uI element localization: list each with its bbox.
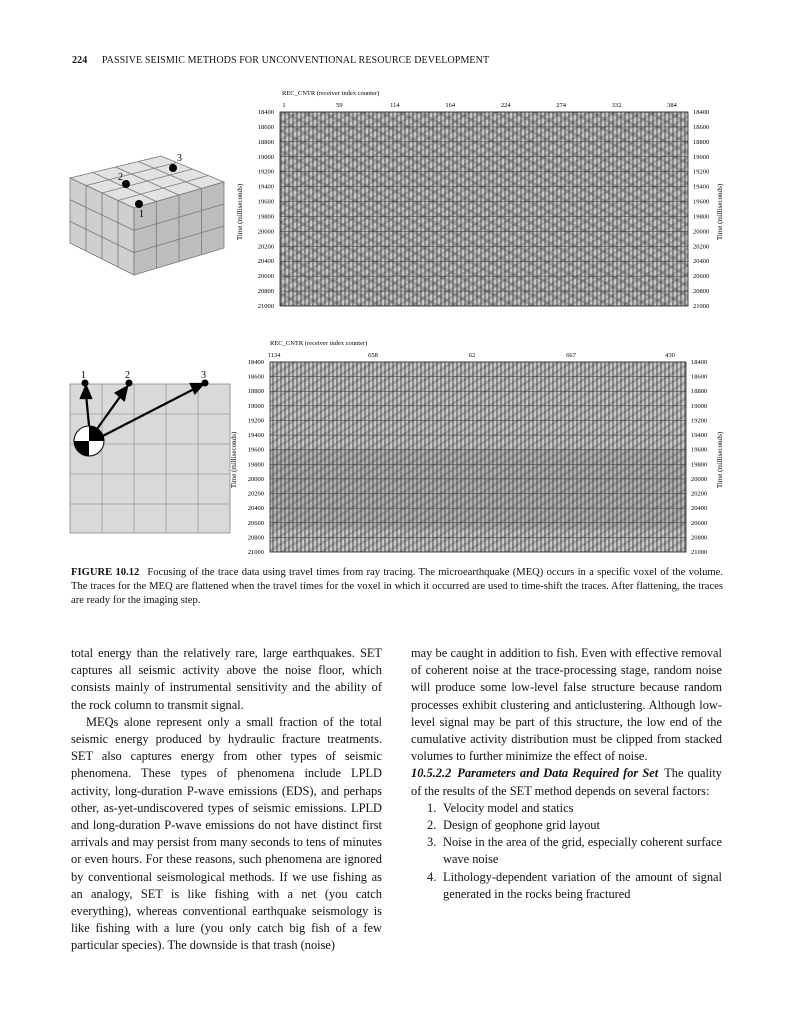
y-tick-label: 20400 [693, 258, 710, 266]
y-tick-label: 21000 [693, 303, 710, 310]
list-item [411, 800, 722, 817]
block-label-1: 1 [139, 209, 144, 220]
y-tick-label: 20000 [247, 475, 264, 483]
list-item-text: Velocity model and statics [443, 800, 574, 815]
y-tick-label: 19800 [247, 461, 264, 469]
list-item-number: 1. [427, 800, 437, 815]
y-tick-label: 20600 [691, 519, 708, 527]
y-tick-label: 19800 [693, 213, 710, 221]
block-label-2: 2 [118, 172, 123, 183]
y-tick-label: 19000 [257, 153, 274, 161]
y-tick-label: 18600 [693, 123, 710, 131]
y-tick-label: 19200 [247, 417, 264, 425]
x-tick-label: 224 [500, 102, 511, 109]
left-paragraph-1: total energy than the relatively rare, large earthquakes. SET captures all seismic activity above the noise floor, which consists mainly of instrumental sensitivity and the ability of the rock column to transmit signal. [71, 646, 382, 712]
list-item-number: 3. [427, 835, 437, 850]
y-tick-label: 20800 [257, 288, 274, 296]
y-tick-label: 19600 [257, 198, 274, 206]
page-number: 224 [72, 55, 88, 66]
x-tick-label: 384 [667, 102, 677, 109]
y-tick-label: 19000 [247, 402, 264, 410]
list-item-number: 4. [427, 869, 437, 884]
list-item-text: Noise in the area of the grid, especially coherent surface wave noise [443, 835, 722, 867]
y-tick-label: 21000 [257, 303, 274, 310]
y-tick-label: 20400 [247, 505, 264, 513]
running-title: PASSIVE SEISMIC METHODS FOR UNCONVENTIONAL RESOURCE DEVELOPMENT [101, 55, 490, 66]
bottom-y-tick-labels-left [248, 359, 264, 556]
x-tick-label: 332 [611, 102, 622, 109]
y-tick-label: 19000 [691, 402, 708, 410]
factors-list [411, 800, 722, 903]
y-tick-label: 19600 [691, 446, 708, 454]
list-item [411, 869, 722, 903]
bottom-y-axis-title-left: Time (milliseconds) [230, 431, 238, 489]
x-tick-label: 164 [445, 102, 456, 109]
y-tick-label: 19400 [693, 183, 710, 191]
block-point-1 [135, 200, 143, 208]
bottom-x-tick-labels [268, 352, 675, 359]
y-tick-label: 20000 [693, 228, 710, 236]
top-y-axis-title-left: Time (milliseconds) [236, 183, 244, 241]
y-tick-label: 18600 [257, 123, 274, 131]
top-x-axis-title: REC_CNTR (receiver index counter) [282, 90, 380, 97]
y-tick-label: 19800 [257, 213, 274, 221]
y-tick-label: 19600 [693, 198, 710, 206]
section-title: Parameters and Data Required for Set [457, 766, 659, 781]
top-y-tick-labels-right [693, 109, 709, 310]
block-label-3: 3 [177, 153, 182, 164]
list-item [411, 834, 722, 868]
figure-caption [71, 566, 723, 609]
receiver-grid-map [70, 384, 230, 533]
y-tick-label: 18400 [691, 359, 708, 366]
y-tick-label: 20400 [257, 258, 274, 266]
y-tick-label: 20200 [247, 490, 264, 498]
x-tick-label: 1134 [267, 352, 281, 359]
y-tick-label: 20800 [691, 534, 708, 542]
y-tick-label: 18400 [693, 109, 710, 116]
y-tick-label: 19000 [693, 153, 710, 161]
x-tick-label: 430 [665, 352, 675, 359]
left-paragraph-2: MEQs alone represent only a small fraction of the total seismic energy produced by hydraulic fracture treatments. SET also captures energy from other types of seismic phenomena. These types of phenomena include LPLD activity, long-duration P-wave emissions (EDS), and perhaps other, as-yet-undiscovered types of seismic emissions. LPLD and long-duration P-wave emissions do not have distinct first arrivals and may persist from many seconds to tens of minutes or even hours. For these reasons, such phenomena are ignored by conventional seismological methods. If we use fishing as an analogy, SET is like fishing with a net (you catch everything), whereas conventional earthquake seismology is like fishing with a lure (you only catch big fish of a few particular species). The downside is that trash (noise) [71, 714, 382, 953]
right-paragraph-1: may be caught in addition to fish. Even with effective removal of coherent noise at the trace-processing stage, random noise will produce some low-level false structure because random processes exhibit clustering and anticlustering. Although low-level signal may be part of this structure, the low end of the cumulative activity distribution must be clipped from stacked volumes to further minimize the effect of noise. [411, 646, 722, 764]
y-tick-label: 18400 [257, 109, 274, 116]
y-tick-label: 18800 [257, 138, 274, 146]
source-beachball-icon [74, 426, 104, 456]
x-tick-label: 114 [390, 102, 400, 109]
x-tick-label: 62 [468, 352, 476, 359]
y-tick-label: 18800 [693, 138, 710, 146]
figure-label: FIGURE 10.12 [71, 567, 140, 578]
section-number: 10.5.2.2 [411, 766, 452, 781]
y-tick-label: 20200 [691, 490, 708, 498]
y-tick-label: 19200 [257, 168, 274, 176]
y-tick-label: 21000 [691, 549, 708, 556]
y-tick-label: 20000 [257, 228, 274, 236]
map-label-3: 3 [201, 370, 206, 381]
list-item-text: Lithology-dependent variation of the amount of signal generated in the rocks being fractured [443, 869, 722, 901]
y-tick-label: 18600 [247, 373, 264, 381]
y-tick-label: 18400 [247, 359, 264, 366]
section-10-5-2-2 [411, 765, 722, 799]
bottom-y-axis-title-right: Time (milliseconds) [716, 431, 724, 489]
top-x-tick-labels [282, 102, 677, 109]
block-point-3 [169, 164, 177, 172]
block-point-2 [122, 180, 130, 188]
y-tick-label: 20800 [693, 288, 710, 296]
map-label-2: 2 [125, 370, 130, 381]
y-tick-label: 18600 [691, 373, 708, 381]
x-tick-label: 1 [282, 102, 286, 109]
y-tick-label: 20400 [691, 505, 708, 513]
bottom-seismic-panel [270, 362, 686, 552]
x-tick-label: 274 [556, 102, 567, 109]
y-tick-label: 19600 [247, 446, 264, 454]
bottom-x-axis-title: REC_CNTR (receiver index counter) [270, 340, 368, 347]
y-tick-label: 19400 [247, 432, 264, 440]
y-tick-label: 20200 [257, 243, 274, 251]
y-tick-label: 21000 [247, 549, 264, 556]
right-column [411, 645, 722, 903]
figure-caption-text: Focusing of the trace data using travel times from ray tracing. The microearthquake (MEQ) occurs in a specific voxel of the volume. The traces for the MEQ are flattened when the travel times for the voxel in which it occurred are used to time-shift the traces. After flattening, the traces are ready for the imaging step. [71, 567, 724, 607]
list-item-number: 2. [427, 818, 437, 833]
x-tick-label: 59 [336, 102, 343, 109]
y-tick-label: 20600 [693, 273, 710, 281]
y-tick-label: 20200 [693, 243, 710, 251]
top-seismic-panel [280, 112, 688, 306]
bottom-y-tick-labels-right [691, 359, 707, 556]
list-item-text: Design of geophone grid layout [443, 818, 600, 833]
y-tick-label: 20600 [257, 273, 274, 281]
x-tick-label: 667 [566, 352, 576, 359]
y-tick-label: 19200 [693, 168, 710, 176]
y-tick-label: 18800 [247, 388, 264, 396]
x-tick-label: 658 [368, 352, 378, 359]
y-tick-label: 18800 [691, 388, 708, 396]
y-tick-label: 20800 [247, 534, 264, 542]
top-y-tick-labels-left [258, 109, 274, 310]
y-tick-label: 19800 [691, 461, 708, 469]
section-text: The quality of the results of the SET method depends on several factors: [411, 766, 722, 798]
y-tick-label: 19400 [691, 432, 708, 440]
y-tick-label: 19200 [691, 417, 708, 425]
map-label-1: 1 [81, 370, 86, 381]
y-tick-label: 20000 [691, 475, 708, 483]
top-y-axis-title-right: Time (milliseconds) [716, 183, 724, 241]
voxel-block-diagram [70, 156, 224, 275]
y-tick-label: 20600 [247, 519, 264, 527]
list-item [411, 817, 722, 834]
left-column [71, 645, 382, 955]
y-tick-label: 19400 [257, 183, 274, 191]
